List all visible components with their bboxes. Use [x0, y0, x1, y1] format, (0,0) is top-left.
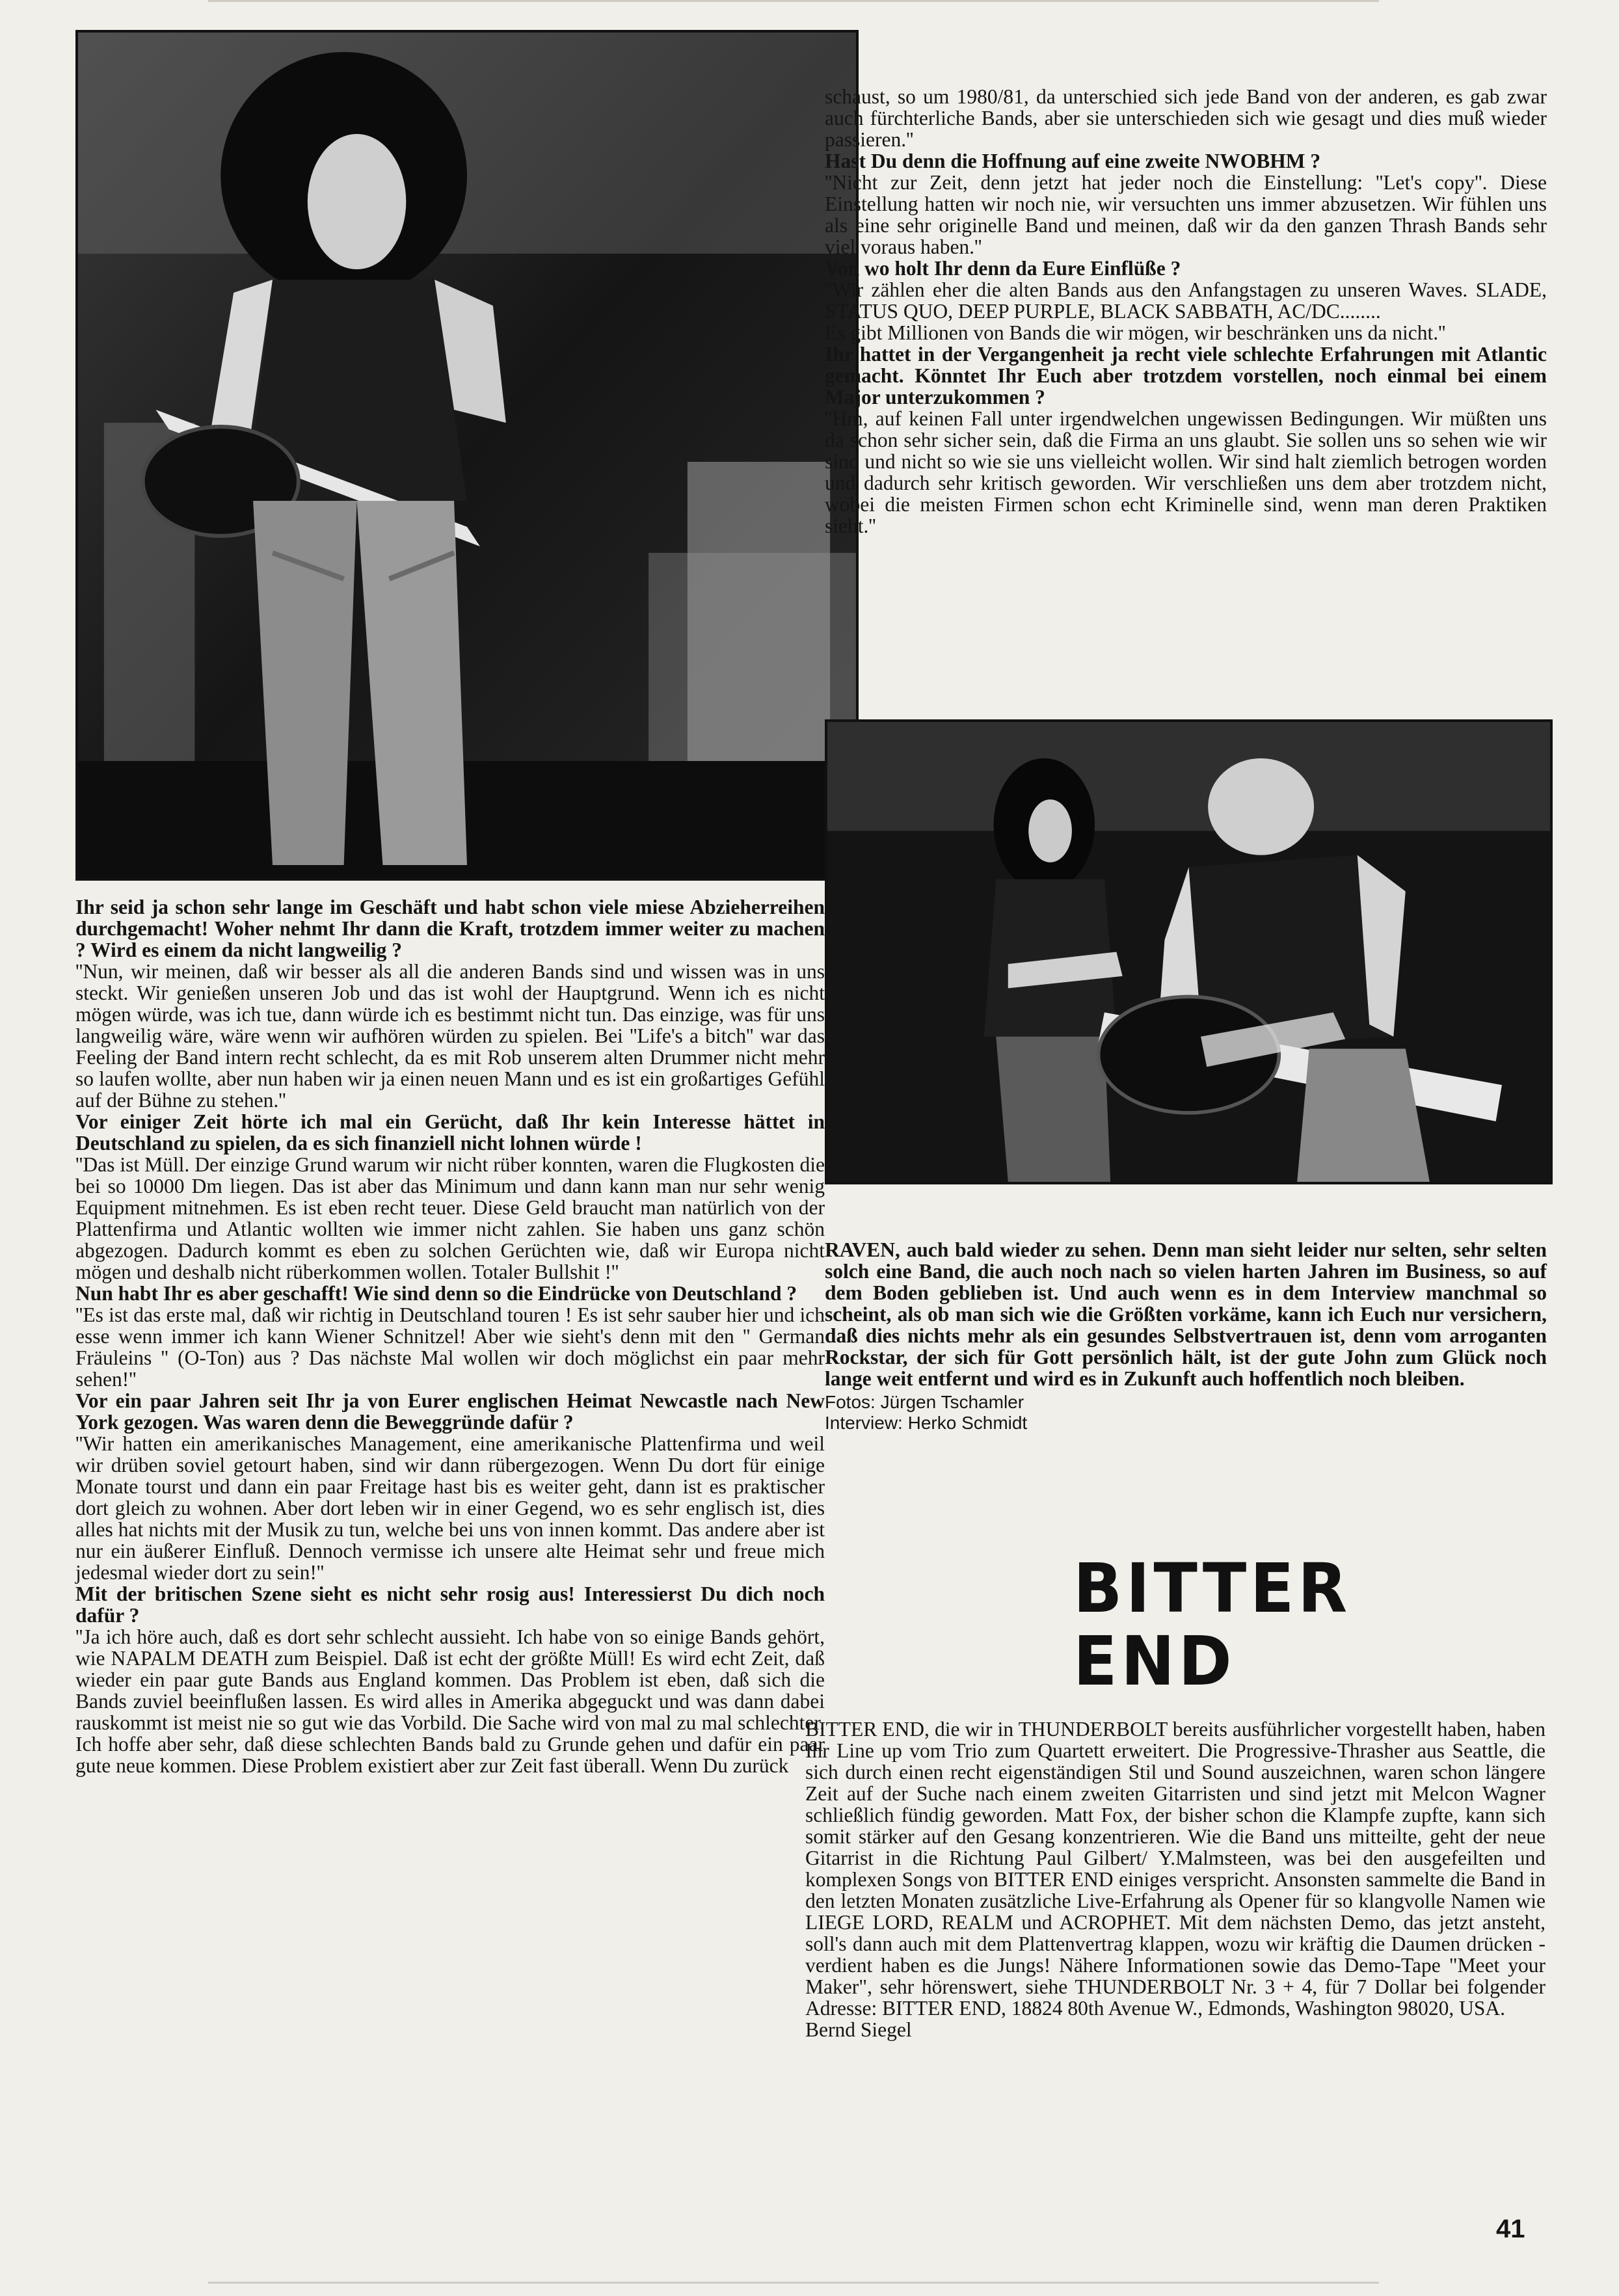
logo-line-2: END — [1073, 1622, 1236, 1701]
top-rule — [208, 0, 1379, 2]
answer-paragraph: schaust, so um 1980/81, da unterschied sich jede Band von der anderen, es gab zwar auch fürchterliche Bands, aber sie unterschieden sich wie gesagt und dies muß wieder passieren.'' — [825, 85, 1547, 151]
author-signature: Bernd Siegel — [805, 2018, 912, 2041]
page-number: 41 — [1496, 2215, 1525, 2243]
question-paragraph: Ihr seid ja schon sehr lange im Geschäft und habt schon viele miese Abzieherreihen durchgemacht! Woher nehmt Ihr dann die Kraft, trotzdem immer weiter zu machen ? Wird es einem da nicht langweilig ? — [75, 896, 825, 961]
interview-column-top-right — [825, 86, 1547, 537]
logo-line-1: BITTER — [1073, 1549, 1351, 1628]
question-paragraph: Vor ein paar Jahren seit Ihr ja von Eurer englischen Heimat Newcastle nach New York gezogen. Was waren denn die Beweggründe dafür ? — [75, 1389, 825, 1434]
bitter-end-paragraph: BITTER END, die wir in THUNDERBOLT bereits ausführlicher vorgestellt haben, haben Ihr Line up vom Trio zum Quartett erweitert. Die Progressive-Thrasher aus Seattle, die sich durch einen recht eigenständigen Stil und Sound auszeichnen, waren schon längere Zeit auf der Suche nach einem zweiten Gitarristen und sind jetzt mit Melcon Wagner schließlich fündig geworden. Matt Fox, der bisher schon die Klampfe zupfte, kann sich somit stärker auf den Gesang konzentrieren. Wie die Band uns mitteilte, geht der neue Gitarrist in die Richtung Paul Gilbert/ Y.Malmsteen, was bei den ausgefeilten und komplexen Songs von BITTER END einiges verspricht. Ansonsten sammelte die Band in den letzten Monaten zusätzliche Live-Erfahrung als Opener für so klangvolle Namen wie LIEGE LORD, REALM und ACROPHET. Mit dem nächsten Demo, das jetzt ansteht, soll's dann auch mit dem Plattenvertrag klappen, wozu wir kräftig die Daumen drücken - verdient haben es die Jungs! Nähere Informationen sowie das Demo-Tape "Meet your Maker", sehr hörenswert, siehe THUNDERBOLT Nr. 3 + 4, für 7 Dollar bei folgender Adresse: BITTER END, 18824 80th Avenue W., Edmonds, Washington 98020, USA. — [805, 1718, 1545, 2020]
interview-credit: Interview: Herko Schmidt — [825, 1413, 1028, 1433]
question-paragraph: Mit der britischen Szene sieht es nicht sehr rosig aus! Interessierst Du dich noch dafür ? — [75, 1582, 825, 1627]
question-paragraph: Ihr hattet in der Vergangenheit ja recht viele schlechte Erfahrungen mit Atlantic gemacht. Könntet Ihr Euch aber trotzdem vorstellen, noch einmal bei einem Major unterzukommen ? — [825, 343, 1547, 408]
answer-paragraph: ''Hm, auf keinen Fall unter irgendwelchen ungewissen Bedingungen. Wir müßten uns da schon sehr sicher sein, daß die Firma an uns glaubt. Sie sollen uns so sehen wie wir sind und nicht so wie sie uns vielleicht wollen. Wir sind halt ziemlich betrogen worden und dadurch sehr kritisch geworden. Wir verschließen uns dem aber trotzdem nicht, wobei die meisten Firmen schon echt Kriminelle sind, wenn man deren Praktiken sieht.'' — [825, 407, 1547, 537]
bitter-end-article — [805, 1718, 1545, 2040]
question-paragraph: Von wo holt Ihr denn da Eure Einflüße ? — [825, 257, 1181, 280]
answer-paragraph: Es gibt Millionen von Bands die wir mögen, wir beschränken uns da nicht.'' — [825, 321, 1446, 344]
conclusion-paragraph: RAVEN, auch bald wieder zu sehen. Denn man sieht leider nur selten, sehr selten solch eine Band, die auch noch nach so vielen harten Jahren im Business, so auf dem Boden geblieben ist. Und auch wenn es in dem Interview manchmal so scheint, als ob man sich wie die Größten vorkäme, kann ich Euch nur versichern, daß dies nichts mehr als ein gesundes Selbstvertrauen ist, denn vom arroganten Rockstar, der sich für Gott persönlich hält, ist der gute John zum Glück noch lange weit entfernt und wird es in Zukunft auch hoffentlich noch bleiben. — [825, 1238, 1547, 1390]
interview-column-left — [75, 896, 825, 1776]
bottom-rule — [208, 2282, 1379, 2284]
answer-paragraph: ''Es ist das erste mal, daß wir richtig in Deutschland touren ! Es ist sehr sauber hier und ich esse wenn immer ich kann Wiener Schnitzel! Aber wie sieht's denn mit den '' German Fräuleins '' (O-Ton) aus ? Das nächste Mal wollen wir doch möglichst ein paar mehr sehen!'' — [75, 1303, 825, 1391]
question-paragraph: Hast Du denn die Hoffnung auf eine zweite NWOBHM ? — [825, 150, 1321, 172]
photo-bassist-image — [78, 33, 856, 878]
answer-paragraph: ''Nun, wir meinen, daß wir besser als all die anderen Bands sind und wissen was in uns steckt. Wir genießen unseren Job und das ist wohl der Hauptgrund. Wenn ich es nicht mögen würde, was ich tue, dann würde ich es bestimmt nicht tun. Das einzige, was für uns langweilig wäre, wäre wenn wir aufhören würden zu spielen. Bei ''Life's a bitch'' war das Feeling der Band intern recht schlecht, da es mit Rob unserem alten Drummer nicht mehr so laufen wollte, aber nun haben wir ja einen neuen Mann und es ist ein großartiges Gefühl auf der Bühne zu stehen.'' — [75, 960, 825, 1112]
photo-bassist — [75, 30, 859, 881]
photo-band-live-image — [827, 722, 1550, 1182]
question-paragraph: Vor einiger Zeit hörte ich mal ein Gerücht, daß Ihr kein Interesse hättet in Deutschland zu spielen, da es sich finanziell nicht lohnen würde ! — [75, 1110, 825, 1155]
answer-paragraph: ''Nicht zur Zeit, denn jetzt hat jeder noch die Einstellung: ''Let's copy''. Diese Einstellung hatten wir noch nie, wir versuchten uns immer abzusetzen. Wir fühlen uns als eine sehr originelle Band und meinen, daß wir da den ganzen Thrash Bands sehr viel voraus haben.'' — [825, 171, 1547, 258]
bitter-end-logo — [1073, 1549, 1351, 1701]
answer-paragraph: ''Wir zählen eher die alten Bands aus den Anfangstagen zu unseren Waves. SLADE, STATUS QUO, DEEP PURPLE, BLACK SABBATH, AC/DC........ — [825, 278, 1547, 323]
photo-band-live — [825, 719, 1553, 1184]
photo-credit: Fotos: Jürgen Tschamler — [825, 1392, 1024, 1412]
answer-paragraph: ''Das ist Müll. Der einzige Grund warum wir nicht rüber konnten, waren die Flugkosten die bei so 10000 Dm liegen. Das ist aber das Minimum und dann kann man nur sehr wenig Equipment mitnehmen. Es ist eben recht teuer. Diese Geld braucht man natürlich von der Plattenfirma und Atlantic wollten wie immer nicht zahlen. Sie haben uns ganz schön abgezogen. Dadurch kommt es eben zu solchen Gerüchten wie, daß wir Europa nicht mögen und deshalb nicht rüberkommen wollen. Totaler Bullshit !'' — [75, 1153, 825, 1283]
answer-paragraph: ''Wir hatten ein amerikanisches Management, eine amerikanische Plattenfirma und weil wir drüben soviel getourt haben, sind wir dann rübergezogen. Wenn Du dort für einige Monate tourst und dann ein paar Freitage hast bis es weiter geht, dann ist es praktischer dort gleich zu wohnen. Aber dort leben wir in einer Gegend, wo es sehr englisch ist, dies alles hat nichts mit der Musik zu tun, welche bei uns von innen kommt. Das andere aber ist nur ein äußerer Einfluß. Dennoch vermisse ich unsere alte Heimat sehr und freue mich jedesmal wieder dort zu sein!'' — [75, 1432, 825, 1584]
question-paragraph: Nun habt Ihr es aber geschafft! Wie sind denn so die Eindrücke von Deutschland ? — [75, 1282, 797, 1305]
answer-paragraph: ''Ja ich höre auch, daß es dort sehr schlecht aussieht. Ich habe von so einige Bands gehört, wie NAPALM DEATH zum Beispiel. Daß ist echt der größte Müll! Es wird echt Zeit, daß wieder ein paar gute Bands aus England kommen. Das Problem ist eben, daß sich die Bands zuviel beeinflußen lassen. Es wird alles in Amerika abgeguckt und was dann dabei rauskommt ist meist nie so gut wie das Vorbild. Die Sache wird von mal zu mal schlechter. Ich hoffe aber sehr, daß diese schlechten Bands bald zu Grunde gehen und dafür ein paar gute neue kommen. Diese Problem existiert aber zur Zeit fast überall. Wenn Du zurück — [75, 1625, 825, 1777]
article-conclusion — [825, 1239, 1547, 1434]
